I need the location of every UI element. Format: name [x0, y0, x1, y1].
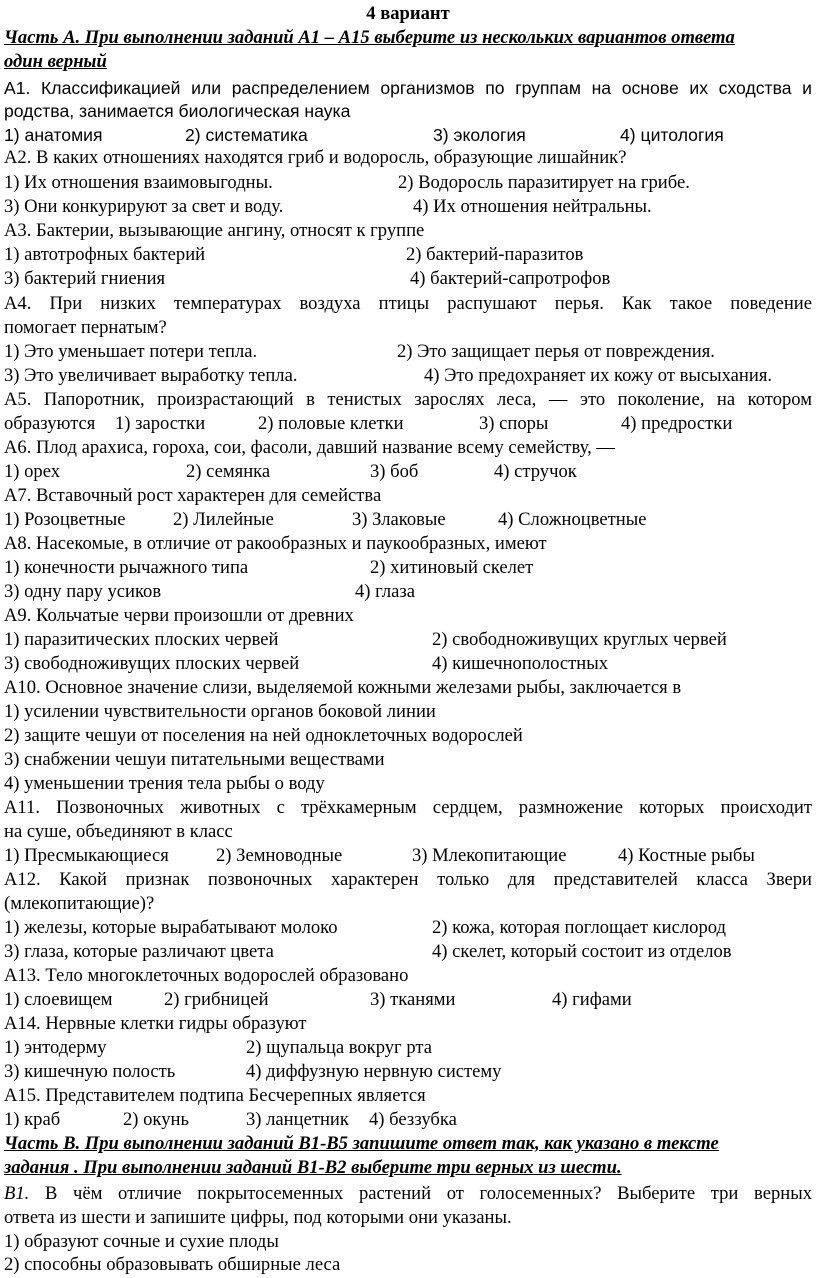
question-a7: А7. Вставочный рост характерен для семейства — [4, 485, 382, 506]
a7-option-3: 3) Злаковые — [352, 509, 446, 530]
question-a1-line2: родства, занимается биологическая наука — [4, 101, 351, 121]
variant-title: 4 вариант — [366, 3, 450, 24]
a14-option-3: 3) кишечную полость — [4, 1061, 176, 1082]
a9-option-3: 3) свободноживущих плоских червей — [4, 653, 300, 674]
question-a8: А8. Насекомые, в отличие от ракообразных и паукообразных, имеют — [4, 533, 547, 554]
a10-option-3: 3) снабжении чешуи питательными веществами — [4, 749, 385, 770]
part-b-heading-line1: Часть В. При выполнении заданий В1-В5 запишите ответ так, как указано в тексте — [4, 1133, 719, 1154]
a13-option-3: 3) тканями — [370, 989, 456, 1010]
b1-option-1: 1) образуют сочные и сухие плоды — [4, 1231, 279, 1252]
question-b1-line2: ответа из шести и запишите цифры, под которыми они указаны. — [4, 1207, 512, 1228]
a5-option-4: 4) предростки — [621, 413, 733, 434]
part-a-heading-line1: Часть А. При выполнении заданий А1 – А15 выберите из нескольких вариантов ответа — [4, 27, 735, 48]
a15-option-4: 4) беззубка — [369, 1109, 457, 1130]
a11-option-2: 2) Земноводные — [216, 845, 343, 866]
a13-option-1: 1) слоевищем — [4, 989, 113, 1010]
b1-option-2: 2) способны образовывать обширные леса — [4, 1254, 341, 1275]
question-a5-line1: А5. Папоротник, произрастающий в тенистых зарослях леса, — это поколение, на котором — [4, 389, 812, 410]
question-a12-line2: (млекопитающие)? — [4, 893, 155, 914]
a4-option-2: 2) Это защищает перья от повреждения. — [397, 341, 715, 362]
a13-option-2: 2) грибницей — [164, 989, 269, 1010]
a6-option-1: 1) орех — [4, 461, 61, 482]
question-b1-label: В1. — [4, 1183, 30, 1204]
question-a5-line2: образуются — [4, 413, 96, 434]
a9-option-4: 4) кишечнополостных — [432, 653, 608, 674]
question-a10: А10. Основное значение слизи, выделяемой кожными железами рыбы, заключается в — [4, 677, 682, 698]
a8-option-4: 4) глаза — [355, 581, 415, 602]
a2-option-4: 4) Их отношения нейтральны. — [413, 196, 652, 217]
a7-option-2: 2) Лилейные — [173, 509, 274, 530]
question-a11-line2: на суше, объединяют в класс — [4, 821, 233, 842]
a12-option-1: 1) железы, которые вырабатывают молоко — [4, 917, 338, 938]
a4-option-4: 4) Это предохраняет их кожу от высыхания. — [424, 365, 773, 386]
a4-option-3: 3) Это увеличивает выработку тепла. — [4, 365, 298, 386]
a14-option-2: 2) щупальца вокруг рта — [246, 1037, 432, 1058]
question-b1-text: В чём отличие покрытосеменных растений от голосеменных? Выберите три верных — [29, 1183, 812, 1204]
a13-option-4: 4) гифами — [552, 989, 632, 1010]
a15-option-3: 3) ланцетник — [246, 1109, 349, 1130]
a9-option-2: 2) свободноживущих круглых червей — [432, 629, 727, 650]
question-a4-line1: А4. При низких температурах воздуха птицы распушают перья. Как такое поведение — [4, 293, 812, 314]
a10-option-2: 2) защите чешуи от поселения на ней одноклеточных водорослей — [4, 725, 523, 746]
question-a14: А14. Нервные клетки гидры образуют — [4, 1013, 307, 1034]
a12-option-4: 4) скелет, который состоит из отделов — [432, 941, 732, 962]
a3-option-4: 4) бактерий-сапротрофов — [410, 268, 611, 289]
a14-option-4: 4) диффузную нервную систему — [246, 1061, 502, 1082]
a3-option-3: 3) бактерий гниения — [4, 268, 166, 289]
a11-option-4: 4) Костные рыбы — [618, 845, 755, 866]
question-a1-line1: А1. Классификацией или распределением организмов по группам на основе их сходства и — [4, 78, 812, 98]
a8-option-2: 2) хитиновый скелет — [370, 557, 534, 578]
a7-option-1: 1) Розоцветные — [4, 509, 126, 530]
a14-option-1: 1) энтодерму — [4, 1037, 107, 1058]
a12-option-3: 3) глаза, которые различают цвета — [4, 941, 274, 962]
question-a12-line1: А12. Какой признак позвоночных характерен только для представителей класса Звери — [4, 869, 812, 890]
a3-option-2: 2) бактерий-паразитов — [406, 244, 584, 265]
a9-option-1: 1) паразитических плоских червей — [4, 629, 279, 650]
a6-option-3: 3) боб — [370, 461, 419, 482]
a2-option-1: 1) Их отношения взаимовыгодны. — [4, 172, 273, 193]
a10-option-1: 1) усилении чувствительности органов боковой линии — [4, 701, 436, 722]
a3-option-1: 1) автотрофных бактерий — [4, 244, 206, 265]
a5-option-2: 2) половые клетки — [258, 413, 404, 434]
question-a9: А9. Кольчатые черви произошли от древних — [4, 605, 354, 626]
a1-option-4: 4) цитология — [620, 125, 724, 145]
question-a2: А2. В каких отношениях находятся гриб и водоросль, образующие лишайник? — [4, 147, 627, 168]
question-a4-line2: помогает пернатым? — [4, 317, 167, 338]
a2-option-2: 2) Водоросль паразитирует на грибе. — [398, 172, 690, 193]
part-a-heading-line2: один верный — [4, 51, 107, 72]
a7-option-4: 4) Сложноцветные — [498, 509, 647, 530]
question-a15: А15. Представителем подтипа Бесчерепных является — [4, 1085, 426, 1106]
a11-option-1: 1) Пресмыкающиеся — [4, 845, 169, 866]
a5-option-1: 1) заростки — [115, 413, 206, 434]
question-a6: А6. Плод арахиса, гороха, сои, фасоли, давший название всему семейству, — — [4, 437, 615, 458]
a5-option-3: 3) споры — [479, 413, 549, 434]
a6-option-2: 2) семянка — [186, 461, 271, 482]
question-a11-line1: А11. Позвоночных животных с трёхкамерным сердцем, размножение которых происходит — [4, 797, 812, 818]
a6-option-4: 4) стручок — [494, 461, 577, 482]
a10-option-4: 4) уменьшении трения тела рыбы о воду — [4, 773, 325, 794]
question-a3: А3. Бактерии, вызывающие ангину, относят к группе — [4, 220, 425, 241]
question-b1-line1 — [4, 1182, 812, 1206]
a8-option-1: 1) конечности рычажного типа — [4, 557, 249, 578]
a12-option-2: 2) кожа, которая поглощает кислород — [432, 917, 726, 938]
a1-option-2: 2) систематика — [185, 125, 308, 145]
a15-option-1: 1) краб — [4, 1109, 61, 1130]
a15-option-2: 2) окунь — [123, 1109, 189, 1130]
a8-option-3: 3) одну пару усиков — [4, 581, 162, 602]
a11-option-3: 3) Млекопитающие — [412, 845, 567, 866]
a4-option-1: 1) Это уменьшает потери тепла. — [4, 341, 258, 362]
a1-option-3: 3) экология — [433, 125, 526, 145]
a1-option-1: 1) анатомия — [4, 125, 103, 145]
part-b-heading-line2: задания . При выполнении заданий В1-В2 выберите три верных из шести. — [4, 1157, 622, 1178]
question-a13: А13. Тело многоклеточных водорослей образовано — [4, 965, 409, 986]
a2-option-3: 3) Они конкурируют за свет и воду. — [4, 196, 284, 217]
